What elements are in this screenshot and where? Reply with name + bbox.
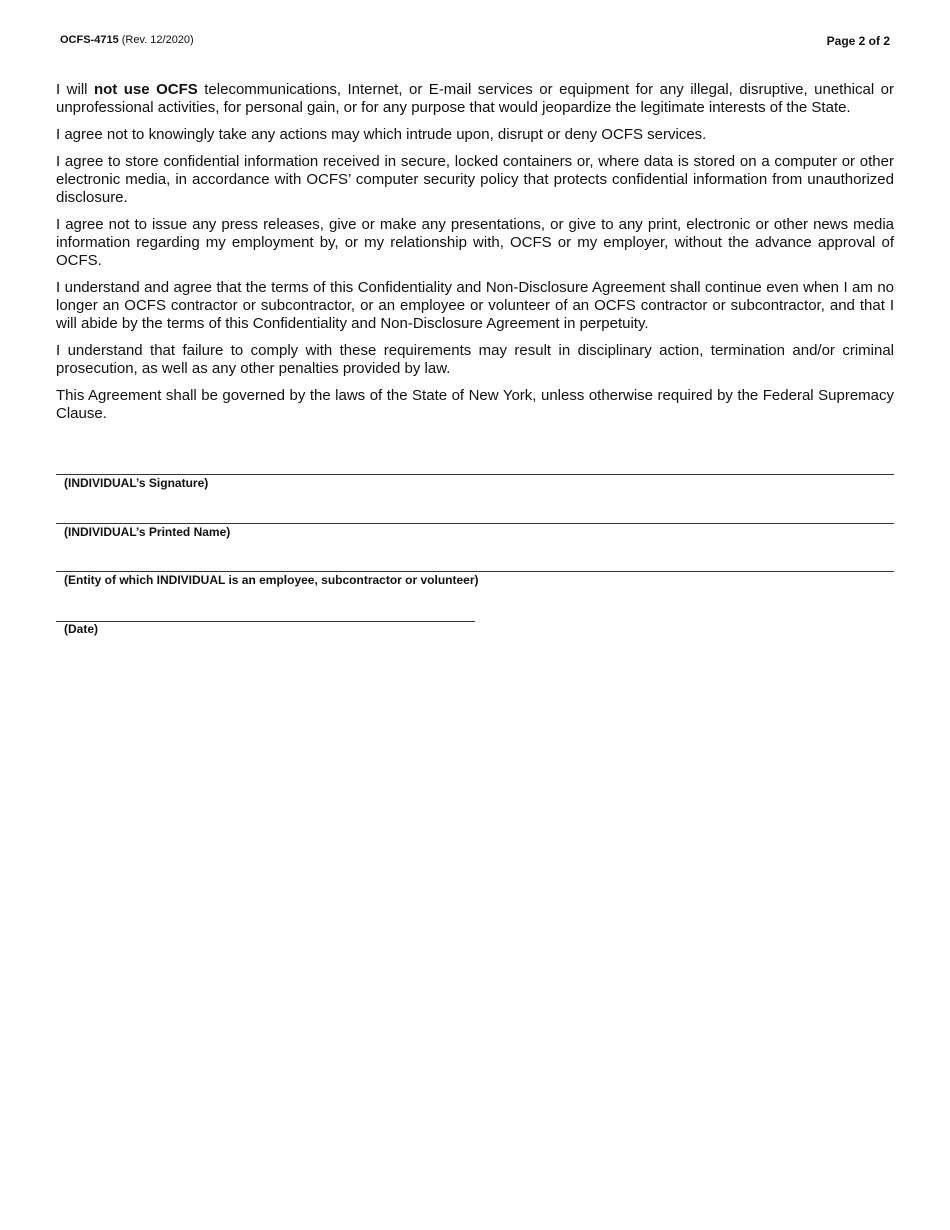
entity-label: (Entity of which INDIVIDUAL is an employee, subcontractor or volunteer) bbox=[64, 573, 479, 587]
entity-line[interactable] bbox=[56, 571, 894, 572]
signature-line[interactable] bbox=[56, 474, 894, 475]
paragraph-secure-storage: I agree to store confidential information received in secure, locked containers or, where data is stored on a computer or other electronic media, in accordance with OCFS’ computer security policy that protects confidential information from unauthorized disclosure. bbox=[56, 153, 894, 206]
page-header bbox=[60, 34, 890, 50]
signature-label: (INDIVIDUAL’s Signature) bbox=[64, 476, 209, 490]
date-label: (Date) bbox=[64, 622, 99, 636]
bold-emphasis: not use OCFS bbox=[93, 81, 198, 98]
printed-name-line[interactable] bbox=[56, 523, 894, 524]
agreement-body bbox=[56, 81, 894, 432]
page-number: Page 2 of 2 bbox=[826, 34, 890, 48]
form-identifier bbox=[60, 34, 194, 46]
form-revision: (Rev. 12/2020) bbox=[121, 34, 194, 46]
paragraph-press-releases: I agree not to issue any press releases, give or make any presentations, or give to any print, electronic or other news media information regarding my employment by, or my relationship with, OCFS or my employer, without the advance approval of OCFS. bbox=[56, 216, 894, 269]
paragraph-acceptable-use: I will not use OCFS telecommunications, Internet, or E-mail services or equipment for any illegal, disruptive, unethical or unprofessional activities, for personal gain, or for any purpose that would jeopardize the legitimate interests of the State. bbox=[56, 81, 895, 116]
form-number: OCFS-4715 bbox=[60, 34, 119, 46]
paragraph-penalties: I understand that failure to comply with these requirements may result in disciplinary action, termination and/or criminal prosecution, as well as any other penalties provided by law. bbox=[56, 342, 894, 377]
printed-name-label: (INDIVIDUAL’s Printed Name) bbox=[64, 525, 231, 539]
paragraph-perpetuity: I understand and agree that the terms of this Confidentiality and Non-Disclosure Agreement shall continue even when I am no longer an OCFS contractor or subcontractor, or an employee or volunteer of an OCFS contractor or subcontractor, and that I will abide by the terms of this Confidentiality and Non-Disclosure Agreement in perpetuity. bbox=[56, 279, 894, 332]
paragraph-no-disruption: I agree not to knowingly take any actions may which intrude upon, disrupt or deny OCFS services. bbox=[56, 126, 707, 143]
paragraph-governing-law: This Agreement shall be governed by the laws of the State of New York, unless otherwise required by the Federal Supremacy Clause. bbox=[56, 387, 894, 422]
date-line[interactable] bbox=[56, 621, 475, 622]
